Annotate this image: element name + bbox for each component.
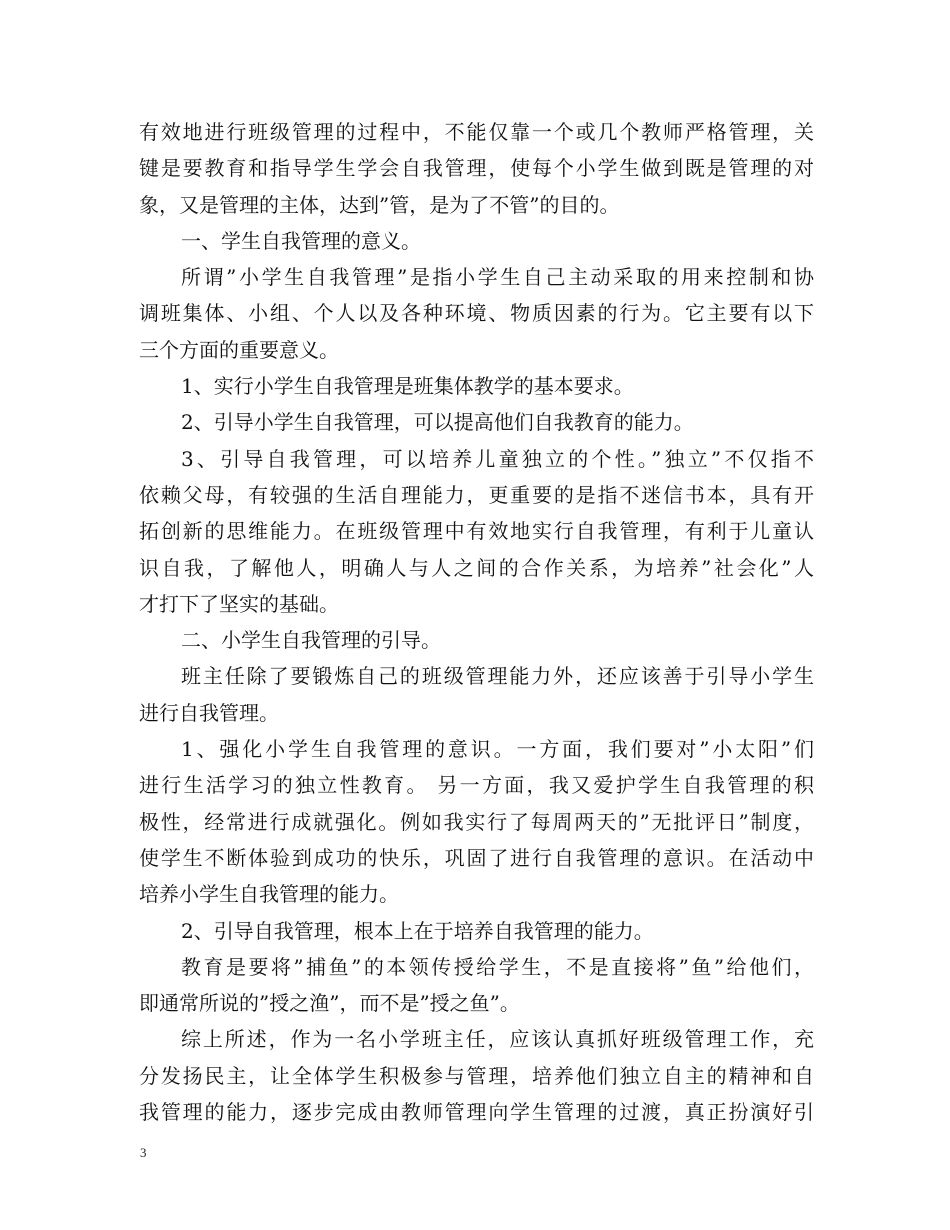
text-line: 才打下了坚实的基础。 [139, 591, 339, 616]
text-line: 综上所述，作为一名小学班主任，应该认真抓好班级管理工作，充 [181, 1027, 814, 1052]
text-line: 象，又是管理的主体，达到”管，是为了不管”的目的。 [139, 192, 620, 217]
text-line: 进行生活学习的独立性教育。 另一方面，我又爱护学生自我管理的积 [139, 773, 814, 798]
text-line: 培养小学生自我管理的能力。 [139, 882, 399, 907]
text-line: 进行自我管理。 [139, 700, 279, 725]
text-line: 教育是要将”捕鱼”的本领传授给学生，不是直接将”鱼”给他们， [181, 954, 814, 979]
text-line: 拓创新的思维能力。在班级管理中有效地实行自我管理，有利于儿童认 [139, 519, 814, 544]
text-line: 2、引导小学生自我管理，可以提高他们自我教育的能力。 [181, 410, 694, 435]
text-line: 二、小学生自我管理的引导。 [181, 628, 441, 653]
page-number: 3 [140, 1145, 147, 1160]
text-line: 使学生不断体验到成功的快乐，巩固了进行自我管理的意识。在活动中 [139, 845, 814, 870]
text-line: 依赖父母，有较强的生活自理能力，更重要的是指不迷信书本，具有开 [139, 482, 814, 507]
text-line: 调班集体、小组、个人以及各种环境、物质因素的行为。它主要有以下 [139, 301, 814, 326]
text-line: 班主任除了要锻炼自己的班级管理能力外，还应该善于引导小学生 [181, 664, 814, 689]
text-line: 极性，经常进行成就强化。例如我实行了每周两天的”无批评日”制度， [139, 809, 814, 834]
text-line: 2、引导自我管理，根本上在于培养自我管理的能力。 [181, 918, 654, 943]
text-line: 三个方面的重要意义。 [139, 337, 339, 362]
text-line: 所谓”小学生自我管理”是指小学生自己主动采取的用来控制和协 [181, 265, 814, 290]
text-line: 3、引导自我管理，可以培养儿童独立的个性。”独立”不仅指不 [181, 446, 814, 471]
text-line: 1、强化小学生自我管理的意识。一方面，我们要对”小太阳”们 [181, 737, 814, 762]
body-text [139, 114, 814, 1130]
text-line: 分发扬民主，让全体学生积极参与管理，培养他们独立自主的精神和自 [139, 1063, 814, 1088]
text-line: 键是要教育和指导学生学会自我管理，使每个小学生做到既是管理的对 [139, 156, 814, 181]
text-line: 一、学生自我管理的意义。 [181, 228, 421, 253]
text-line: 识自我，了解他人，明确人与人之间的合作关系，为培养”社会化”人 [139, 555, 814, 580]
text-line: 即通常所说的”授之渔”，而不是”授之鱼”。 [139, 991, 520, 1016]
text-line: 1、实行小学生自我管理是班集体教学的基本要求。 [181, 374, 634, 399]
text-line: 有效地进行班级管理的过程中，不能仅靠一个或几个教师严格管理，关 [139, 120, 814, 144]
text-line: 我管理的能力，逐步完成由教师管理向学生管理的过渡，真正扮演好引 [139, 1100, 814, 1125]
